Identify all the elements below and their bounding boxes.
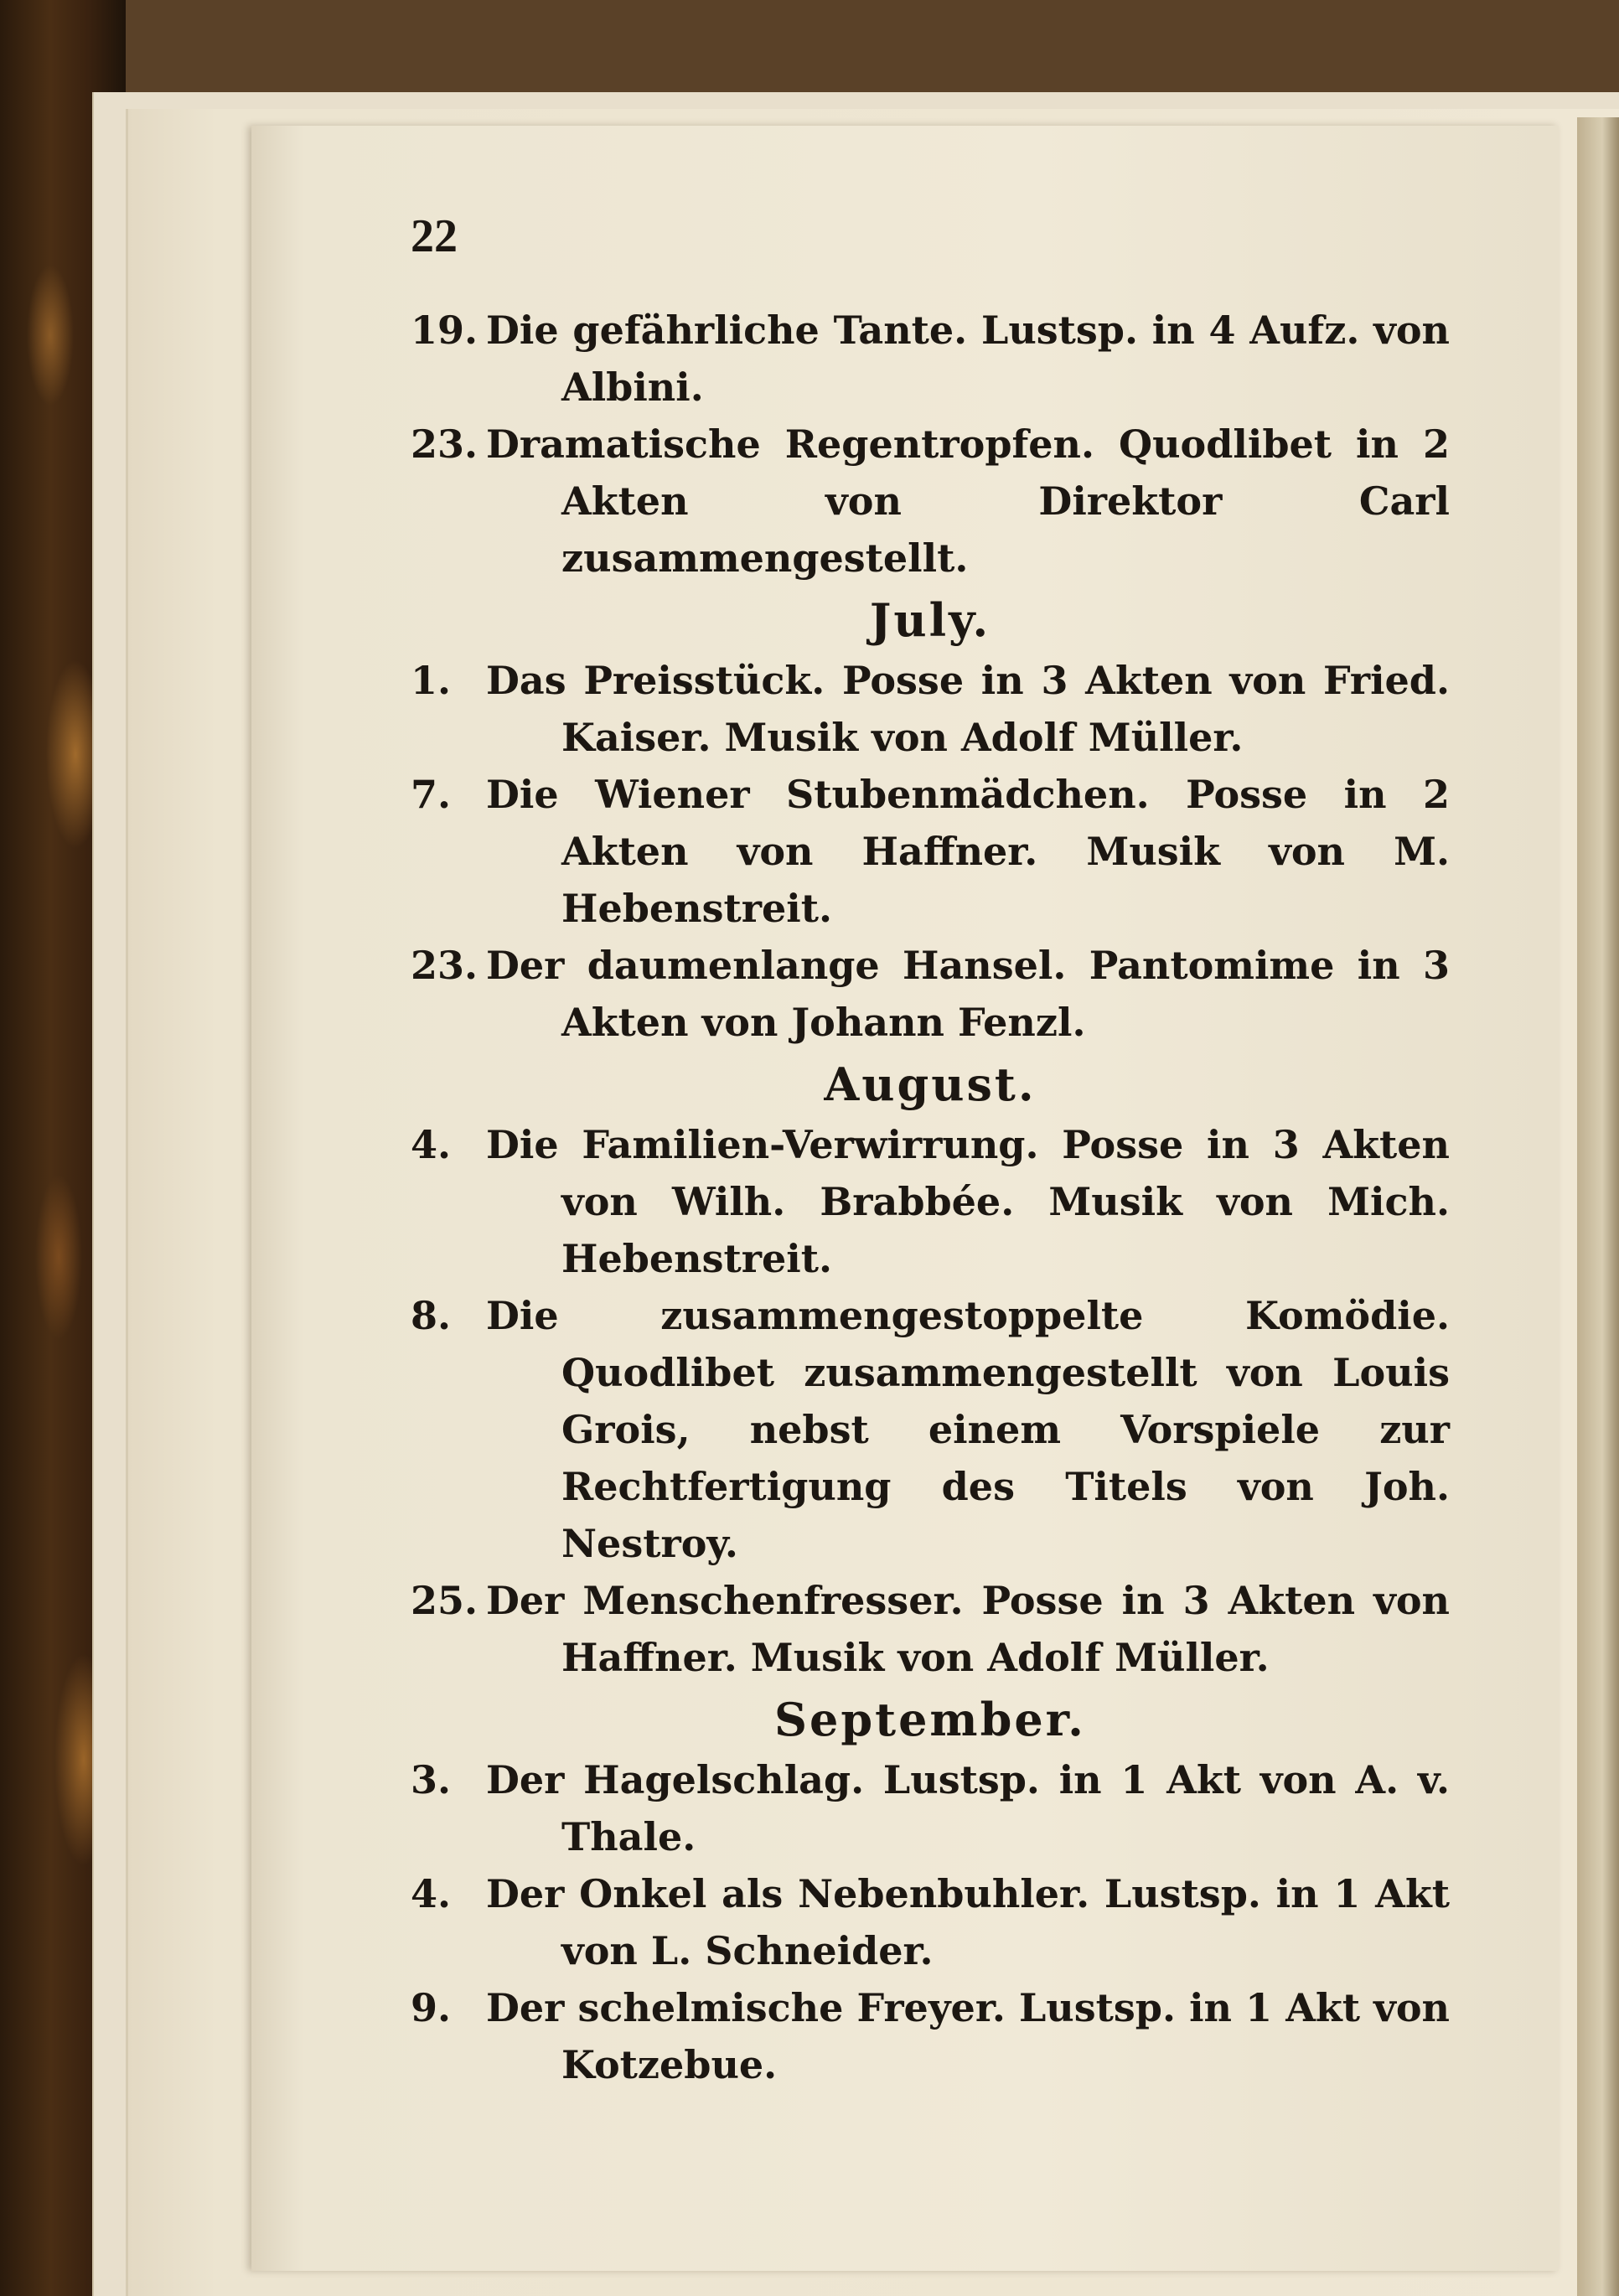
performance-entry	[411, 1116, 1450, 1287]
entry-day: 3.	[411, 1757, 452, 1802]
entry-day: 1.	[411, 658, 452, 703]
entry-day: 4.	[411, 1871, 452, 1916]
performance-entry	[411, 766, 1450, 937]
month-section	[411, 302, 1450, 587]
entry-day: 19.	[411, 308, 478, 353]
performance-entry	[411, 937, 1450, 1051]
entry-text: Die Familien-Verwirrung. Posse in 3 Akten von Wilh. Brabbée. Musik von Mich. Hebenstreit.	[486, 1122, 1450, 1281]
entry-day: 8.	[411, 1293, 452, 1338]
entry-text: Der daumenlange Hansel. Pantomime in 3 Akten von Johann Fenzl.	[486, 943, 1450, 1045]
entry-day: 23.	[411, 421, 478, 467]
performance-entry	[411, 1979, 1450, 2093]
month-section	[411, 1056, 1450, 1686]
performance-entry	[411, 302, 1450, 416]
month-heading: September.	[774, 1693, 1086, 1746]
right-page-edge	[1577, 117, 1619, 2296]
performance-entry	[411, 416, 1450, 587]
entry-text: Der Onkel als Nebenbuhler. Lustsp. in 1 Akt von L. Schneider.	[486, 1871, 1450, 1973]
entry-text: Der Hagelschlag. Lustsp. in 1 Akt von A. v. Thale.	[486, 1757, 1450, 1859]
entry-text: Das Preisstück. Posse in 3 Akten von Fried. Kaiser. Musik von Adolf Müller.	[486, 658, 1450, 760]
month-heading: August.	[824, 1058, 1037, 1111]
entry-day: 7.	[411, 772, 452, 817]
performance-entry	[411, 1572, 1450, 1686]
performance-entry	[411, 1751, 1450, 1865]
entries-list	[411, 302, 1450, 2093]
performance-entry	[411, 652, 1450, 766]
month-section	[411, 592, 1450, 1051]
page-number: 22	[411, 210, 458, 262]
entry-day: 4.	[411, 1122, 452, 1167]
entry-day: 25.	[411, 1578, 478, 1623]
entry-text: Die gefährliche Tante. Lustsp. in 4 Aufz. von Albini.	[486, 308, 1450, 410]
entry-day: 23.	[411, 943, 478, 988]
entry-text: Der Menschenfresser. Posse in 3 Akten von Haffner. Musik von Adolf Müller.	[486, 1578, 1450, 1680]
entry-text: Dramatische Regentropfen. Quodlibet in 2 Akten von Direktor Carl zusammengestellt.	[486, 421, 1450, 581]
entry-text: Die zusammengestoppelte Komödie. Quodlibet zusammengestellt von Louis Grois, nebst einem Vorspiele zur Rechtfertigung des Titels von Joh. Nestroy.	[486, 1293, 1450, 1566]
month-heading: July.	[869, 593, 991, 647]
month-section	[411, 1691, 1450, 2093]
performance-entry	[411, 1287, 1450, 1572]
entry-text: Der schelmische Freyer. Lustsp. in 1 Akt von Kotzebue.	[486, 1985, 1450, 2087]
entry-day: 9.	[411, 1985, 452, 2030]
entry-text: Die Wiener Stubenmädchen. Posse in 2 Akten von Haffner. Musik von M. Hebenstreit.	[486, 772, 1450, 931]
performance-entry	[411, 1865, 1450, 1979]
